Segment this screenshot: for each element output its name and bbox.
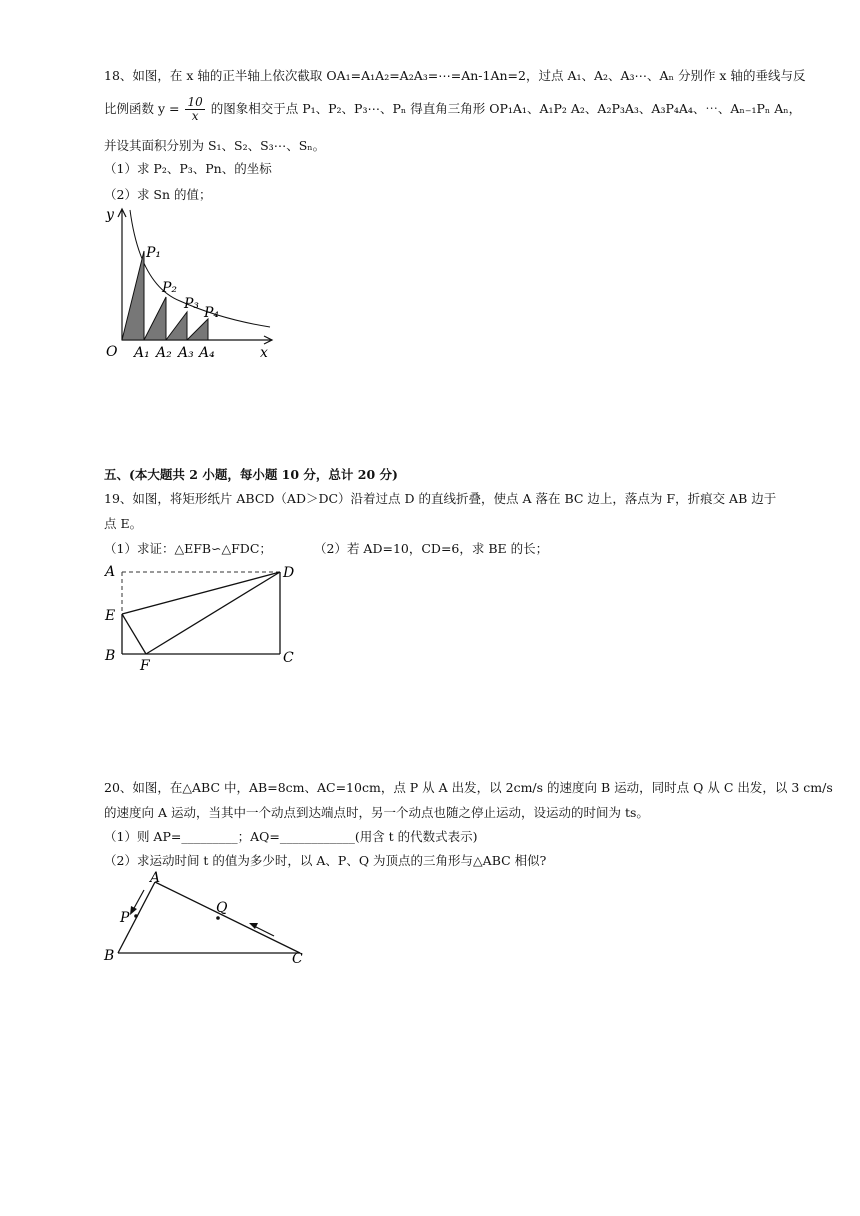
q18-fraction: [185, 96, 204, 123]
label-C: C: [283, 650, 294, 666]
segment-EF: [122, 614, 146, 654]
label-P1: P₁: [146, 245, 162, 261]
label-y: y: [106, 207, 114, 223]
q20-line2: 的速度向 A 运动，当其中一个动点到达端点时，另一个动点也随之停止运动，设运动的时间为 ts。: [104, 805, 649, 820]
segment-AC: [155, 882, 300, 953]
q19-line1: 19、如图，将矩形纸片 ABCD（AD＞DC）沿着过点 D 的直线折叠，使点 A 落在 BC 边上，落点为 F，折痕交 AB 边于: [104, 491, 777, 506]
q18-line2: [104, 96, 801, 123]
label-Q: Q: [216, 900, 228, 916]
label-D: D: [283, 565, 295, 581]
label-A3: A₃: [178, 345, 194, 361]
q18-line3: 并设其面积分别为 S₁、S₂、S₃⋯、Sₙ。: [104, 138, 326, 153]
label-P4: P₄: [204, 305, 220, 321]
q19-part2: （2）若 AD=10，CD=6，求 BE 的长；: [314, 541, 549, 556]
label-A: A: [150, 870, 161, 886]
label-C: C: [292, 951, 303, 967]
segment-ED: [122, 572, 280, 614]
q19-part1: （1）求证：△EFB∽△FDC；: [104, 541, 272, 556]
q18-line1: 18、如图，在 x 轴的正半轴上依次截取 OA₁=A₁A₂=A₂A₃=⋯=An-1An=2，过点 A₁、A₂、A₃⋯、Aₙ 分别作 x 轴的垂线与反: [104, 68, 806, 83]
q19-line2: 点 E。: [104, 516, 143, 531]
point-Q: [216, 916, 220, 920]
triangle-A2P3A3: [166, 312, 187, 340]
section5-heading: 五、(本大题共 2 小题，每小题 10 分，总计 20 分): [104, 467, 398, 482]
triangle-A1P2A2: [144, 297, 166, 340]
triangle-A3P4A4: [187, 319, 208, 340]
label-P2: P₂: [162, 280, 178, 296]
label-F: F: [140, 658, 150, 674]
label-P: P: [120, 910, 130, 926]
label-A4: A₄: [199, 345, 215, 361]
q18-hyperbola-figure: [100, 205, 280, 365]
arrow-q-direction: [254, 926, 274, 936]
q18-fraction-denominator: x: [191, 109, 199, 123]
q20-part2: （2）求运动时间 t 的值为多少时，以 A、P、Q 为顶点的三角形与△ABC 相似?: [104, 853, 547, 868]
label-O: O: [106, 344, 118, 360]
label-A2: A₂: [156, 345, 172, 361]
arrow-p-head-icon: [130, 906, 137, 915]
label-P3: P₃: [184, 296, 200, 312]
q20-triangle-figure: [100, 870, 310, 968]
triangle-OP1A1: [122, 251, 144, 340]
label-B: B: [105, 648, 116, 664]
label-B: B: [104, 948, 115, 964]
q20-part1: （1）则 AP=_________；AQ=____________(用含 t 的代数式表示): [104, 829, 478, 844]
q19-rectangle-figure: [100, 562, 310, 674]
point-P: [134, 914, 138, 918]
hyperbola-curve: [130, 210, 270, 327]
q20-line1: 20、如图，在△ABC 中，AB=8cm、AC=10cm，点 P 从 A 出发，以 2cm/s 的速度向 B 运动，同时点 Q 从 C 出发，以 3 cm/s: [104, 780, 833, 795]
label-A1: A₁: [134, 345, 150, 361]
q18-line2-post: 的图象相交于点 P₁、P₂、P₃⋯、Pₙ 得直角三角形 OP₁A₁、A₁P₂ A₂、A₂P₃A₃、A₃P₄A₄、⋯、Aₙ₋₁Pₙ Aₙ，: [210, 101, 802, 116]
q18-part2: （2）求 Sn 的值；: [104, 187, 212, 202]
label-E: E: [105, 608, 116, 624]
q18-line2-pre: 比例函数 y =: [104, 101, 180, 116]
segment-FD: [146, 572, 280, 654]
q18-part1: （1）求 P₂、P₃、Pn、的坐标: [104, 161, 272, 176]
label-x: x: [260, 345, 268, 361]
label-A: A: [105, 564, 116, 580]
q18-fraction-numerator: 10: [187, 95, 203, 109]
